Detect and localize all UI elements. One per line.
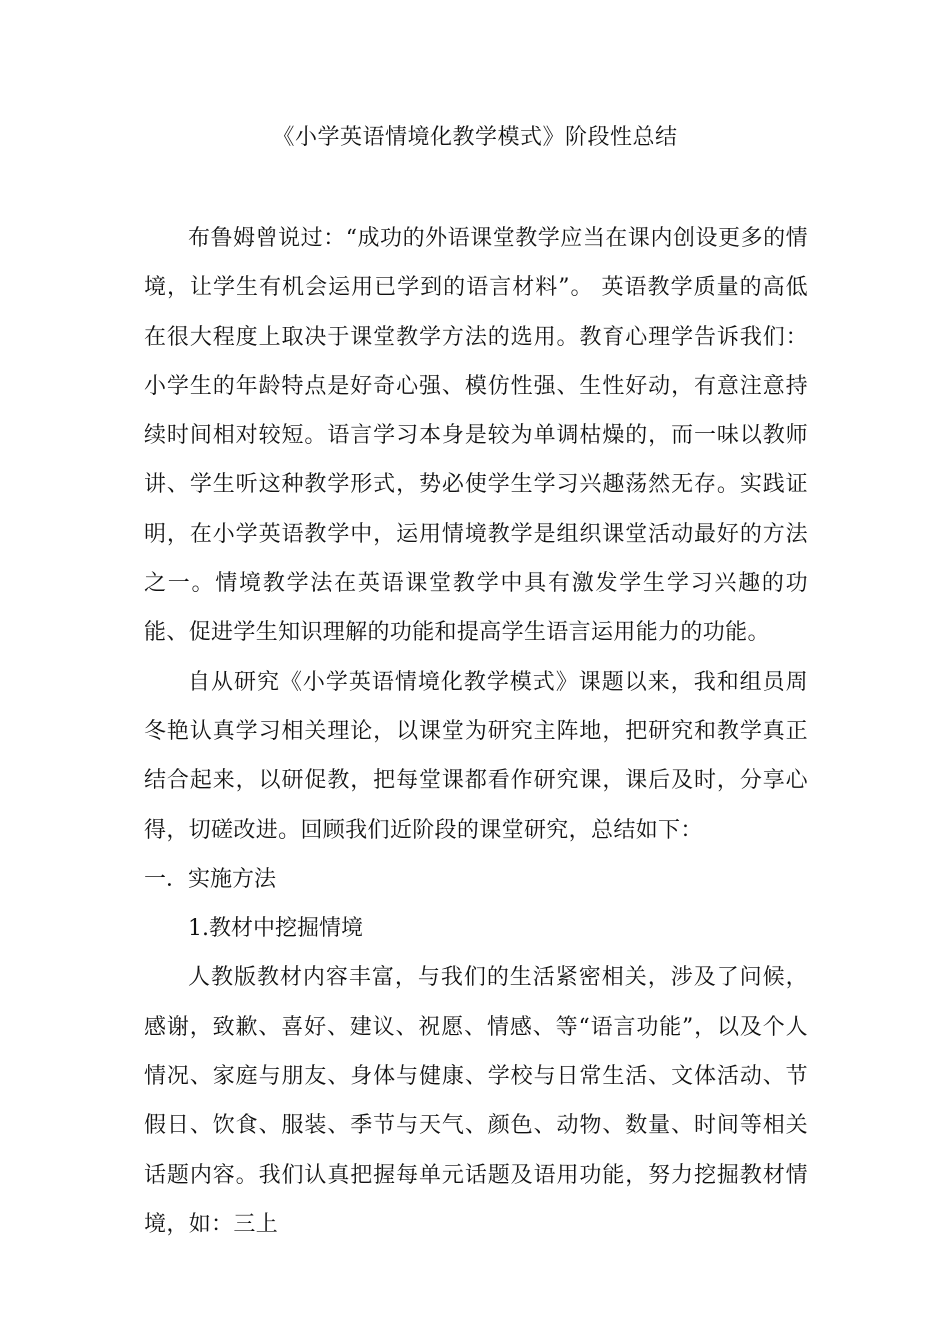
- section-heading-methods: 一．实施方法: [144, 866, 277, 892]
- paragraph-intro: 布鲁姆曾说过：“成功的外语课堂教学应当在课内创设更多的情境，让学生有机会运用已学到的语言材料”。 英语教学质量的高低在很大程度上取决于课堂教学方法的选用。教育心理学告诉我们：小学生的年龄特点是好奇心强、模仿性强、生性好动，有意注意持续时间相对较短。语言学习本身是较为单调枯燥的，而一味以教师讲、学生听这种教学形式，势必使学生学习兴趣荡然无存。实践证明，在小学英语教学中，运用情境教学是组织课堂活动最好的方法之一。情境教学法在英语课堂教学中具有激发学生学习兴趣的功能、促进学生知识理解的功能和提高学生语言运用能力的功能。: [144, 226, 808, 646]
- document-title: 《小学英语情境化教学模式》阶段性总结: [272, 125, 678, 150]
- subsection-heading-textbook: 1.教材中挖掘情境: [188, 916, 363, 942]
- paragraph-textbook: 人教版教材内容丰富，与我们的生活紧密相关，涉及了问候，感谢，致歉、喜好、建议、祝愿、情感、等“语言功能”，以及个人情况、家庭与朋友、身体与健康、学校与日常生活、文体活动、节假日、饮食、服装、季节与天气、颜色、动物、数量、时间等相关话题内容。我们认真把握每单元话题及语用功能，努力挖掘教材情境，如：三上: [144, 965, 808, 1237]
- paragraph-research: 自从研究《小学英语情境化教学模式》课题以来，我和组员周冬艳认真学习相关理论，以课堂为研究主阵地，把研究和教学真正结合起来，以研促教，把每堂课都看作研究课，课后及时，分享心得，切磋改进。回顾我们近阶段的课堂研究，总结如下：: [144, 669, 808, 843]
- document-body: [144, 214, 808, 1249]
